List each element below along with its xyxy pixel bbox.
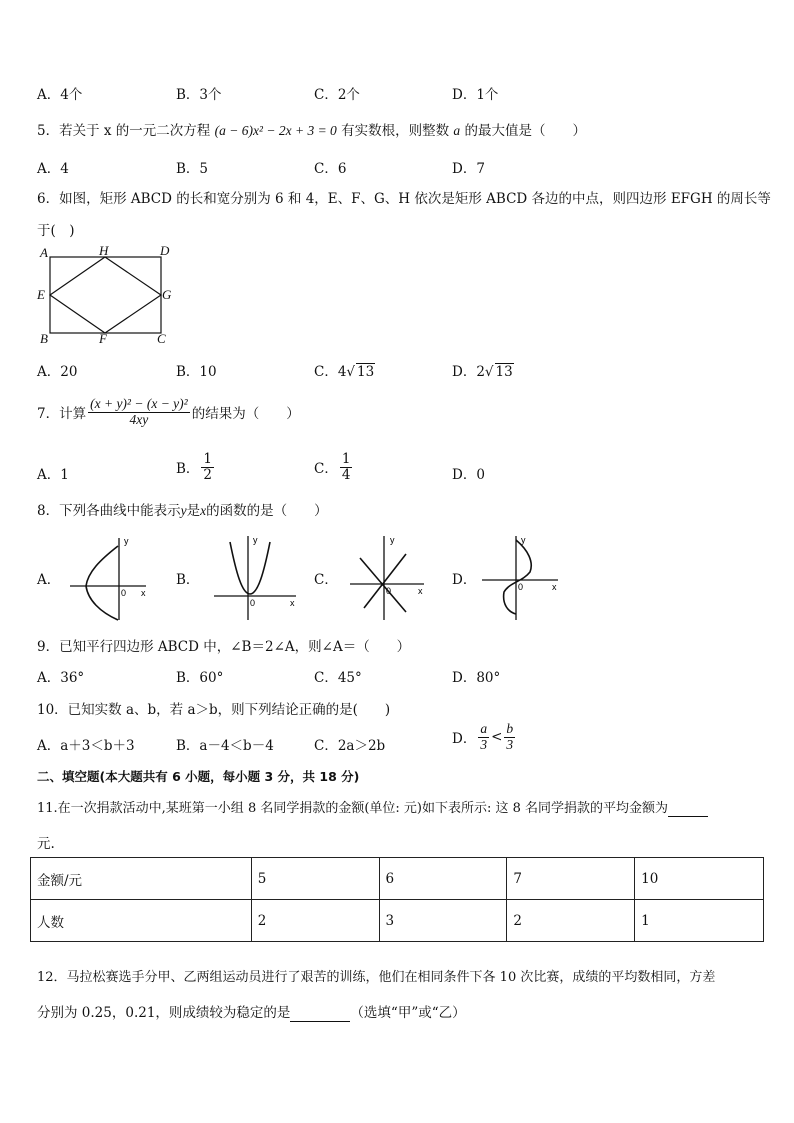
q5-prefix: 5．若关于 x 的一元二次方程: [37, 123, 211, 139]
q4-option-c: C．2个: [314, 87, 360, 103]
label-h: H: [99, 243, 109, 258]
question-10: 10．已知实数 a、b，若 a＞b，则下列结论正确的是( ): [37, 702, 391, 718]
q9-option-b: B．60°: [176, 670, 224, 686]
q8-option-c: C．: [314, 572, 338, 588]
origin-label: 0: [121, 588, 127, 598]
q5-suffix: 有实数根，则整数: [341, 123, 450, 139]
y-label: y: [521, 535, 526, 545]
q8-suffix: 的函数的是（ ）: [206, 503, 328, 519]
q7-numerator: (x + y)² − (x − y)²: [90, 396, 188, 411]
q7-prefix: 7．计算: [37, 406, 87, 423]
table-cell: 人数: [31, 900, 252, 942]
q7-fraction: [88, 397, 190, 428]
table-cell: 3: [379, 900, 507, 942]
q10-frac-a-den: 3: [480, 736, 488, 752]
q11-line2: 元.: [37, 836, 55, 852]
y-label: y: [253, 535, 258, 545]
q7-option-b-den: 2: [203, 466, 213, 483]
q10-fraction-a: [478, 722, 489, 753]
q10-option-b: B．a－4＜b－4: [176, 738, 274, 754]
q10-fraction-b: [504, 722, 515, 753]
q7-suffix: 的结果为（ ）: [191, 406, 300, 423]
q12-line2-suffix: （选填“甲”或“乙）: [350, 1005, 466, 1021]
table-cell: 6: [379, 858, 507, 900]
q10-option-d: [452, 722, 517, 753]
label-d: D: [160, 243, 170, 258]
section-2-heading: 二、填空题(本大题共有 6 小题，每小题 3 分，共 18 分): [37, 769, 360, 784]
q6-option-b: B．10: [176, 364, 217, 380]
q7-option-c-fraction: [340, 452, 353, 483]
q7-option-b-prefix: B．: [176, 461, 200, 478]
sqrt-sign: √: [346, 364, 356, 380]
q12-line2-prefix: 分别为 0.25，0.21，则成绩较为稳定的是: [37, 1005, 291, 1021]
curve: [230, 542, 270, 594]
question-8: [37, 499, 328, 519]
q5-option-a: A．4: [37, 161, 69, 177]
sqrt-sign: √: [484, 364, 494, 380]
table-row: [31, 900, 764, 942]
origin-label: 0: [386, 586, 392, 596]
table-cell: 2: [507, 900, 635, 942]
q8-option-b: B．: [176, 572, 200, 588]
donation-table: [30, 857, 764, 942]
label-f: F: [99, 331, 107, 346]
q6-option-c-radicand: 13: [357, 364, 375, 380]
q12-answer-blank[interactable]: [290, 1005, 350, 1022]
table-cell: 5: [251, 858, 379, 900]
q6-option-d: [452, 360, 514, 380]
q7-option-d: D．0: [452, 467, 485, 483]
curve: [504, 540, 532, 614]
q5-option-d: D．7: [452, 161, 485, 177]
q6-line1: 6．如图，矩形 ABCD 的长和宽分别为 6 和 4，E、F、G、H 依次是矩形 ABCD 各边的中点，则四边形 EFGH 的周长等: [37, 191, 771, 207]
q4-option-b: B．3个: [176, 87, 222, 103]
q5-var: a: [453, 123, 461, 138]
question-11: [37, 797, 708, 817]
origin-label: 0: [518, 582, 524, 592]
table-cell: 7: [507, 858, 635, 900]
q7-option-b-num: 1: [203, 451, 213, 467]
label-g: G: [162, 287, 172, 302]
q12-line2: [37, 1001, 466, 1022]
question-5: [37, 119, 586, 139]
q7-option-c-num: 1: [341, 451, 351, 467]
q11-answer-blank[interactable]: [668, 801, 708, 817]
q10-frac-b-num: b: [506, 721, 514, 736]
q7-option-c-prefix: C．: [314, 461, 338, 478]
q6-option-a: A．20: [37, 364, 78, 380]
q8-option-d: D．: [452, 572, 477, 588]
q10-option-c: C．2a＞2b: [314, 738, 386, 754]
q7-option-b-fraction: [201, 452, 214, 483]
x-label: x: [418, 586, 423, 596]
q10-frac-a-num: a: [480, 721, 488, 736]
x-label: x: [290, 598, 295, 608]
q6-option-d-radicand: 13: [495, 364, 513, 380]
q12-line1: 12．马拉松赛选手分甲、乙两组运动员进行了艰苦的训练，他们在相同条件下各 10 次比赛，成绩的平均数相同，方差: [37, 970, 716, 985]
question-9: 9．已知平行四边形 ABCD 中，∠B＝2∠A，则∠A＝（ ）: [37, 639, 411, 655]
q11-line1: 11.在一次捐款活动中,某班第一小组 8 名同学捐款的金额(单位: 元)如下表所示: 这 8 名同学捐款的平均金额为: [37, 801, 669, 816]
q5-option-c: C．6: [314, 161, 347, 177]
line-2: [364, 554, 406, 608]
graph-c: [344, 532, 434, 624]
q7-option-b: [176, 452, 216, 483]
q4-option-a: A．4个: [37, 87, 83, 103]
x-label: x: [141, 588, 146, 598]
curve: [86, 546, 118, 620]
q7-option-a: A．1: [37, 467, 69, 483]
graph-b: [210, 532, 302, 624]
q5-equation: (a − 6)x² − 2x + 3 = 0: [214, 123, 337, 138]
q9-option-c: C．45°: [314, 670, 362, 686]
q8-mid: 是: [186, 503, 201, 519]
q7-option-c: [314, 452, 354, 483]
label-e: E: [37, 287, 45, 302]
q8-prefix: 8．下列各曲线中能表示: [37, 503, 181, 519]
q4-option-d: D．1个: [452, 87, 499, 103]
quadrilateral-efgh: [50, 257, 161, 333]
q8-x: x: [200, 503, 207, 518]
q6-line2: 于( ): [37, 223, 75, 239]
graph-a: [66, 532, 156, 624]
table-cell: 1: [635, 900, 764, 942]
q9-option-d: D．80°: [452, 670, 501, 686]
question-7: [37, 397, 300, 428]
q10-option-a: A．a＋3＜b＋3: [37, 738, 135, 754]
q7-option-c-den: 4: [341, 466, 351, 483]
q8-y: y: [180, 503, 187, 518]
q5-tail: 的最大值是（ ）: [464, 123, 586, 139]
q9-option-a: A．36°: [37, 670, 85, 686]
table-cell: 10: [635, 858, 764, 900]
q5-option-b: B．5: [176, 161, 209, 177]
rectangle-abcd: [50, 257, 161, 333]
q8-option-a: A．: [37, 572, 61, 588]
q6-option-d-prefix: D．2: [452, 364, 485, 380]
label-b: B: [40, 331, 48, 346]
less-than: <: [491, 729, 503, 746]
q6-option-c-prefix: C．4: [314, 364, 347, 380]
graph-d: [478, 532, 568, 624]
table-cell: 金额/元: [31, 858, 252, 900]
q10-option-d-prefix: D．: [452, 731, 477, 748]
table-cell: 2: [251, 900, 379, 942]
table-row: [31, 858, 764, 900]
q7-denominator: 4xy: [129, 411, 149, 427]
q10-frac-b-den: 3: [506, 736, 514, 752]
label-a: A: [40, 245, 48, 260]
x-label: x: [552, 582, 557, 592]
y-label: y: [390, 535, 395, 545]
q6-option-c: [314, 360, 375, 380]
y-label: y: [124, 536, 129, 546]
origin-label: 0: [250, 598, 256, 608]
label-c: C: [157, 331, 166, 346]
